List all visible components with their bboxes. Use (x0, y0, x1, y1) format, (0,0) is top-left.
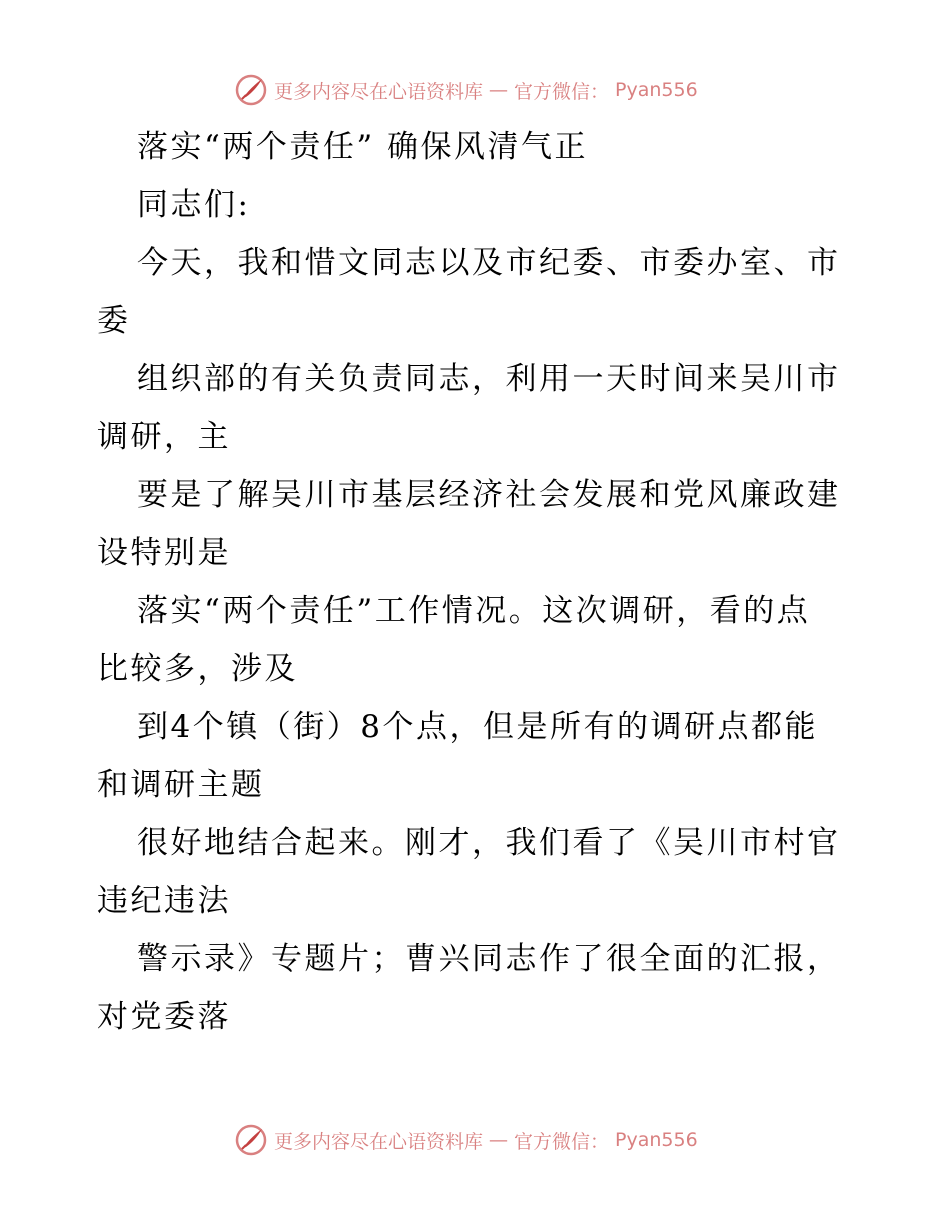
watermark-separator: — (489, 79, 509, 101)
text-line: 委 (97, 303, 131, 339)
header-watermark (234, 70, 698, 110)
salutation: 同志们: (137, 187, 251, 223)
text-line: 和调研主题 (97, 767, 265, 803)
footer-watermark (234, 1120, 698, 1160)
text-line: 要是了解吴川市基层经济社会发展和党风廉政建 (137, 477, 841, 513)
text-line: 今天，我和惜文同志以及市纪委、市委办室、市 (137, 245, 841, 281)
text-line: 对党委落 (97, 999, 231, 1035)
text-line: 组织部的有关负责同志，利用一天时间来吴川市 (137, 361, 841, 397)
text-line: 警示录》专题片；曹兴同志作了很全面的汇报， (137, 941, 841, 977)
text-line: 调研，主 (97, 419, 231, 455)
text-line: 设特别是 (97, 535, 231, 571)
text-line: 比较多，涉及 (97, 651, 298, 687)
text-line: 违纪违法 (97, 883, 231, 919)
watermark-brand: 更多内容尽在心语资料库 (274, 1130, 484, 1153)
watermark-wechat-label: 官方微信： (514, 80, 610, 103)
text-line: 到4个镇（街）8个点，但是所有的调研点都能 (137, 709, 818, 745)
quill-pen-logo-icon (234, 73, 268, 107)
watermark-brand: 更多内容尽在心语资料库 (274, 80, 484, 103)
quill-pen-logo-icon (234, 1123, 268, 1157)
document-title: 落实“两个责任” 确保风清气正 (137, 129, 589, 165)
watermark-wechat-id: Pyan556 (615, 79, 698, 101)
document-body (97, 118, 857, 1046)
text-line: 很好地结合起来。刚才，我们看了《吴川市村官 (137, 825, 841, 861)
watermark-wechat-id: Pyan556 (615, 1129, 698, 1151)
text-line: 落实“两个责任”工作情况。这次调研，看的点 (137, 593, 811, 629)
watermark-separator: — (489, 1129, 509, 1151)
watermark-wechat-label: 官方微信： (514, 1130, 610, 1153)
